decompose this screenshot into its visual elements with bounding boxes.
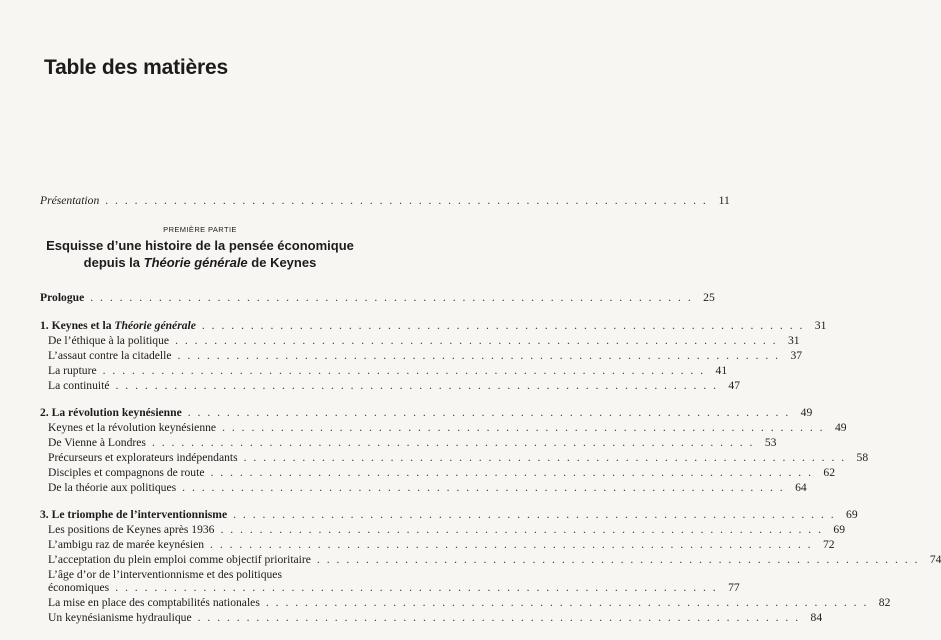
toc-section[interactable]: De la théorie aux politiques . . . . . . . . . . . . . . . . . . . . . . . . . . . . . . . . . . . . . . . . . . . . . . . . . . . . . . . . . . . . . . 64: [48, 481, 807, 494]
part-heading: [40, 237, 360, 271]
toc-section[interactable]: L’assaut contre la citadelle . . . . . . . . . . . . . . . . . . . . . . . . . . . . . . . . . . . . . . . . . . . . . . . . . . . . . . . . . . . . . . 37: [48, 349, 803, 362]
toc-page-number: 31: [814, 319, 827, 332]
toc-section[interactable]: Les positions de Keynes après 1936 . . . . . . . . . . . . . . . . . . . . . . . . . . . . . . . . . . . . . . . . . . . . . . . . . . . . . . . . . . . . . . 69: [48, 523, 845, 536]
leader-dots: . . . . . . . . . . . . . . . . . . . . . . . . . . . . . . . . . . . . . . . . . . . . . . . . . . . . . . . . . . . . . .: [105, 194, 708, 207]
toc-section[interactable]: L’ambigu raz de marée keynésien . . . . . . . . . . . . . . . . . . . . . . . . . . . . . . . . . . . . . . . . . . . . . . . . . . . . . . . . . . . . . . 72: [48, 538, 835, 551]
toc-section[interactable]: De Vienne à Londres . . . . . . . . . . . . . . . . . . . . . . . . . . . . . . . . . . . . . . . . . . . . . . . . . . . . . . . . . . . . . . 53: [48, 436, 777, 449]
toc-section[interactable]: Précurseurs et explorateurs indépendants . . . . . . . . . . . . . . . . . . . . . . . . . . . . . . . . . . . . . . . . . . . . . . . . . . . . . . . . . . . . . . 58: [48, 451, 869, 464]
part-heading-line2: depuis la Théorie générale de Keynes: [83, 255, 317, 270]
toc-section[interactable]: De l’éthique à la politique . . . . . . . . . . . . . . . . . . . . . . . . . . . . . . . . . . . . . . . . . . . . . . . . . . . . . . . . . . . . . . 31: [48, 334, 800, 347]
toc-chapter-1[interactable]: 1. Keynes et la Théorie générale . . . . . . . . . . . . . . . . . . . . . . . . . . . . . . . . . . . . . . . . . . . . . . . . . . . . . . . . . . . . . . 31: [40, 319, 827, 332]
toc-section[interactable]: Keynes et la révolution keynésienne . . . . . . . . . . . . . . . . . . . . . . . . . . . . . . . . . . . . . . . . . . . . . . . . . . . . . . . . . . . . . . 49: [48, 421, 847, 434]
leader-dots: . . . . . . . . . . . . . . . . . . . . . . . . . . . . . . . . . . . . . . . . . . . . . . . . . . . . . . . . . . . . . .: [187, 406, 791, 419]
toc-section[interactable]: L’âge d’or de l’interventionnisme et des politiques: [48, 568, 282, 581]
toc-section[interactable]: économiques . . . . . . . . . . . . . . . . . . . . . . . . . . . . . . . . . . . . . . . . . . . . . . . . . . . . . . . . . . . . . . 77: [48, 581, 740, 594]
chapter-number: 3.: [40, 508, 49, 521]
toc-page-number: 25: [703, 291, 715, 304]
toc-section[interactable]: Un keynésianisme hydraulique . . . . . . . . . . . . . . . . . . . . . . . . . . . . . . . . . . . . . . . . . . . . . . . . . . . . . . . . . . . . . . 84: [48, 611, 823, 624]
toc-page-number: 11: [718, 194, 730, 207]
toc-chapter-2[interactable]: 2. La révolution keynésienne . . . . . . . . . . . . . . . . . . . . . . . . . . . . . . . . . . . . . . . . . . . . . . . . . . . . . . . . . . . . . . 49: [40, 406, 813, 419]
toc-entry-label: Prologue: [40, 291, 85, 304]
toc-section[interactable]: La continuité . . . . . . . . . . . . . . . . . . . . . . . . . . . . . . . . . . . . . . . . . . . . . . . . . . . . . . . . . . . . . . 47: [48, 379, 741, 392]
chapter-number: 1.: [40, 319, 49, 332]
toc-chapter-3[interactable]: 3. Le triomphe de l’interventionnisme . . . . . . . . . . . . . . . . . . . . . . . . . . . . . . . . . . . . . . . . . . . . . . . . . . . . . . . . . . . . . . 69: [40, 508, 858, 521]
toc-section[interactable]: La mise en place des comptabilités nationales . . . . . . . . . . . . . . . . . . . . . . . . . . . . . . . . . . . . . . . . . . . . . . . . . . . . . . . . . . . . . . 82: [48, 596, 891, 609]
leader-dots: . . . . . . . . . . . . . . . . . . . . . . . . . . . . . . . . . . . . . . . . . . . . . . . . . . . . . . . . . . . . . .: [90, 291, 693, 304]
chapter-number: 2.: [40, 406, 49, 419]
toc-section[interactable]: La rupture . . . . . . . . . . . . . . . . . . . . . . . . . . . . . . . . . . . . . . . . . . . . . . . . . . . . . . . . . . . . . . 41: [48, 364, 728, 377]
toc-page-number: 69: [846, 508, 858, 521]
leader-dots: . . . . . . . . . . . . . . . . . . . . . . . . . . . . . . . . . . . . . . . . . . . . . . . . . . . . . . . . . . . . . .: [201, 319, 805, 332]
toc-section[interactable]: Disciples et compagnons de route . . . . . . . . . . . . . . . . . . . . . . . . . . . . . . . . . . . . . . . . . . . . . . . . . . . . . . . . . . . . . . 62: [48, 466, 835, 479]
toc-section[interactable]: L’acceptation du plein emploi comme objectif prioritaire . . . . . . . . . . . . . . . . . . . . . . . . . . . . . . . . . . . . . . . . . . . . . . . . . . . . . . . . . . . . . . 74: [48, 553, 941, 566]
page-title: Table des matières: [44, 56, 228, 79]
toc-entry-label: Présentation: [40, 194, 100, 207]
part-heading-line1: Esquisse d’une histoire de la pensée économique: [46, 238, 354, 253]
part-label: PREMIÈRE PARTIE: [163, 225, 237, 234]
leader-dots: . . . . . . . . . . . . . . . . . . . . . . . . . . . . . . . . . . . . . . . . . . . . . . . . . . . . . . . . . . . . . .: [233, 508, 836, 521]
toc-entry-prologue[interactable]: [40, 291, 715, 304]
toc-page-number: 49: [800, 406, 813, 419]
toc-entry-presentation[interactable]: [40, 194, 730, 207]
